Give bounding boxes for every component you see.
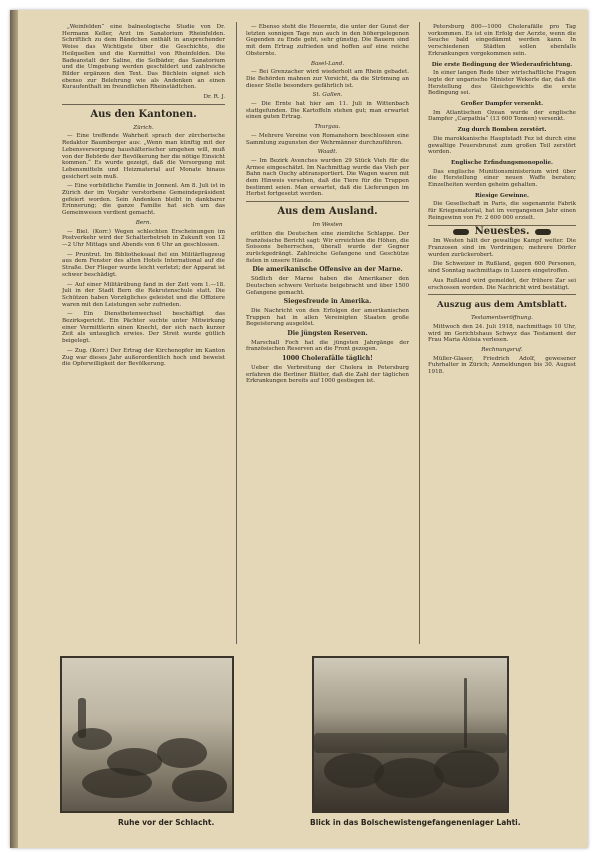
article-text: Die Nachricht von den Erfolgen der amerikanischen Truppen hat in allen Vereinigten Staaten große Begeisterung ausgelöst.	[246, 307, 409, 328]
article-text: — Zug. (Korr.) Der Ertrag der Kirchenopfer im Kanton Zug war dieses Jahr außerordentlich hoch und beweist die Opferwilligkeit der Bevölkerung.	[62, 347, 225, 368]
column-3	[428, 24, 576, 642]
news-item: Aus Rußland wird gemeldet, der frühere Zar sei erschossen worden. Die Nachricht wird bestätigt.	[428, 277, 576, 291]
article-text: — Eine vorbildliche Familie in Jonnenl. Am 8. Juli ist in Zürich der im Vorjahr verstorbene Gemeindepräsident gefeiert worden. Sein Andenken bleibt in dankbarer Erinnerung; die ganze Familie hat sich um das Gemeinwesen verdient gemacht.	[62, 183, 225, 217]
photo-caption: Blick in das Bolschewistengefangenenlager Lahti.	[310, 818, 521, 827]
location-heading: St. Gallen.	[312, 92, 343, 99]
article-text: — Biel. (Korr.) Wegen schlechten Erscheinungen im Postverkehr wird der Schalterbetrieb in Zukunft von 12—2 Uhr Mittags und Abends von 6 Uhr an geschlossen.	[62, 228, 225, 248]
location-heading: Basel-Land.	[310, 60, 345, 67]
article-text: Petersburg 800—1000 Cholerafälle pro Tag vorkommen. Es ist ein Erfolg der Aerzte, wenn die Seuche bald eingedämmt werden kann. In verschiedenen Städten sollen ebenfalls Erkrankungen vorgekommen sein.	[428, 24, 576, 57]
article-text: — Mehrere Vereine von Romanshorn beschlossen eine Sammlung zugunsten der Wehrmänner durchzuführen.	[246, 132, 409, 146]
news-item: Im Westen hält der gewaltige Kampf weiter. Die Franzosen sind im Vordringen; mehrere Dörfer wurden zurückerobert.	[428, 238, 576, 258]
article-text: Müller-Glaser, Friedrich Adolf, gewesener Fuhrhalter in Zürich; Anmeldungen bis 30. August 1918.	[428, 355, 576, 376]
subheading: Die erste Bedingung der Wiederaufrichtung.	[431, 61, 573, 68]
divider	[428, 294, 576, 295]
article-text: — Ein Dienstbotenwechsel beschäftigt das Bezirksgericht. Ein Pächter suchte unter Mitwirkung einer Vermittlerin einen Knecht, der sich nach kurzer Zeit als untauglich erwies. Der Streit wurde gütlich beigelegt.	[62, 311, 225, 345]
pointing-hand-icon	[453, 229, 469, 235]
divider	[62, 104, 225, 105]
section-heading: Aus den Kantonen.	[90, 108, 197, 120]
location-heading: Thurgau.	[314, 124, 341, 131]
column-2	[246, 24, 409, 642]
photo-prison-camp	[312, 656, 509, 813]
article-text: In einer langen Rede über wirtschaftliche Fragen legte der ungarische Minister Wekerle dar, daß die Herstellung des Gleichgewichts die erste Bedingung sei.	[428, 70, 576, 97]
photo-soldiers-resting	[60, 656, 234, 813]
location-heading: Bern.	[135, 219, 152, 226]
article-text: — Ebenso steht die Heuernte, die unter der Gunst der letzten sonnigen Tage nun auch in den höhergelegenen Gegenden zu Ende geht, sehr günstig. Die Bauern sind mit dem Ertrag zufrieden und hoffen auf eine reiche Obsternte.	[246, 24, 409, 57]
article-text: — Pruntrut. Im Bibliotheksaal fiel ein Militärflugzeug aus dem Fenster des alten Hotels International auf die Straße. Der Flieger wurde leicht verletzt; der Apparat ist schwer beschädigt.	[62, 251, 225, 278]
photo-caption: Ruhe vor der Schlacht.	[118, 818, 215, 827]
article-text: Im Atlantischen Ozean wurde der englische Dampfer „Carpathia“ (13 600 Tonnen) versenkt.	[428, 109, 576, 123]
location-heading: Testamentseröffnung.	[471, 315, 533, 322]
location-heading: Zürich.	[133, 124, 154, 131]
subheading: Zug durch Bomben zerstört.	[457, 127, 547, 134]
neuestes-title: Neuestes.	[474, 225, 530, 237]
article-text: Südlich der Marne haben die Amerikaner den Deutschen schwere Verluste beigebracht und über 1500 Gefangene gemacht.	[246, 276, 409, 296]
neuestes-header	[428, 225, 576, 237]
subheading: Die jüngsten Reserven.	[287, 330, 368, 338]
subheading: Siegesfreude in Amerika.	[283, 298, 372, 306]
article-text: — Auf einer Militärübung fand in der Zeit vom 1.—18. Juli in der Stadt Bern die Rekrutenschule statt. Die Schützen haben Vorzügliches geleistet und die Offiziere waren mit den Leistungen sehr zufrieden.	[62, 281, 225, 308]
article-text: — Die Ernte hat hier am 11. Juli in Wittenbach stattgefunden. Die Kartoffeln stehen gut; man erwartet einen guten Ertrag.	[246, 101, 409, 121]
location-heading: Im Westen	[312, 222, 343, 229]
article-text: Mittwoch den 24. Juli 1918, nachmittags 10 Uhr, wird im Gerichtshaus Schwyz das Testament der Frau Maria Aloisia verlesen.	[428, 323, 576, 344]
article-text: — Eine treffende Wahrheit sprach der zürcherische Redaktor Baumberger aus: „Wenn man künftig mit der Lebensversorgung haushälterischer umgehen will, muß von der Behörde der Bevölkerung her die nötige Einsicht kommen.“ Es wurde gezeigt, daß die Versorgung mit Lebensmitteln und Heizmaterial auf Monate hinaus gesichert sein muß.	[62, 133, 225, 180]
section-heading: Auszug aus dem Amtsblatt.	[437, 300, 567, 311]
subheading: Riesige Gewinne.	[475, 192, 529, 199]
article-text: Die Gesellschaft in Paris, die sogenannte Fabrik für Kriegsmaterial, hat im vergangenen Jahr einen Reingewinn von Fr. 2 600 000 erzielt.	[428, 201, 576, 221]
pointing-hand-icon	[535, 229, 551, 235]
article-text: — Bei Grenzacher wird wiederholt am Rhein gebadet. Die Behörden mahnen zur Vorsicht, da die Strömung an dieser Stelle besonders gefährlich ist.	[246, 69, 409, 89]
article-text: erlitten die Deutschen eine ziemliche Schlappe. Der französische Bericht sagt: Wir erreichten die Höhen, die Soissons beherrschen, überall wurde der Gegner zurückgedrängt. Zahlreiche Gefangene und Geschütze fielen in unsere Hände.	[246, 230, 409, 264]
article-text: — Im Bezirk Avenches wurden 29 Stück Vieh für die Armee eingeschätzt. Im Nachmittag wurde das Vieh per Bahn nach Ouchy abtransportiert. Die Wagen waren mit dem Hinweis versehen, daß die Tiere für die Truppen bestimmt seien. Man erwartet, daß die Lieferungen im Herbst fortgesetzt werden.	[246, 157, 409, 198]
column-1	[62, 24, 225, 642]
article-text: Ueber die Verbreitung der Cholera in Petersburg erfahren die Berliner Blätter, daß die Zahl der täglichen Erkrankungen bereits auf 1000 gestiegen ist.	[246, 364, 409, 385]
location-heading: Rechnungsruf.	[481, 347, 523, 354]
section-heading: Aus dem Ausland.	[277, 206, 378, 218]
article-text: „Weinfelden“ eine balneologische Studie von Dr. Hermann Keller, Arzt im Sanatorium Rheinfelden. Schriftlich zu dem Bändchen enthält in ansprechender Weise das Wichtigste über die Geschichte, die Heilquellen und die Kurmittel von Rheinfelden. Die Badeanstalt der Saline, die Solbäder, das Sanatorium und die Umgebung werden geschildert und zahlreiche Bilder ergänzen den Text. Das Büchlein eignet sich ebenso zur Belehrung wie als Andenken an einen Kuraufenthalt im freundlichen Rheinstädtchen.	[62, 24, 225, 91]
signature: Dr. R. J.	[203, 94, 225, 101]
news-item: Die Schweizer in Rußland, gegen 600 Personen, sind Sonntag nachmittags in Luzern eingetroffen.	[428, 261, 576, 275]
subheading: 1000 Cholerafälle täglich!	[282, 355, 373, 363]
newspaper-page	[10, 10, 588, 848]
article-text: Das englische Munitionsministerium wird über die Herstellung einer neuen Waffe beraten; Einzelheiten werden geheim gehalten.	[428, 168, 576, 189]
article-text: Marschall Foch hat die jüngsten Jahrgänge der französischen Reserven an die Front gezogen.	[246, 339, 409, 353]
column-rule	[419, 22, 420, 644]
subheading: Englische Erfindungsmonopolie.	[451, 159, 553, 166]
divider	[246, 201, 409, 202]
article-text: Die marokkanische Hauptstadt Fez ist durch eine gewaltige Feuersbrunst zum großen Teil zerstört worden.	[428, 135, 576, 156]
binding-spine	[10, 10, 18, 848]
column-rule	[236, 22, 237, 644]
location-heading: Waadt.	[317, 149, 338, 156]
subheading: Die amerikanische Offensive an der Marne.	[252, 266, 403, 274]
subheading: Großer Dampfer versenkt.	[460, 101, 544, 108]
